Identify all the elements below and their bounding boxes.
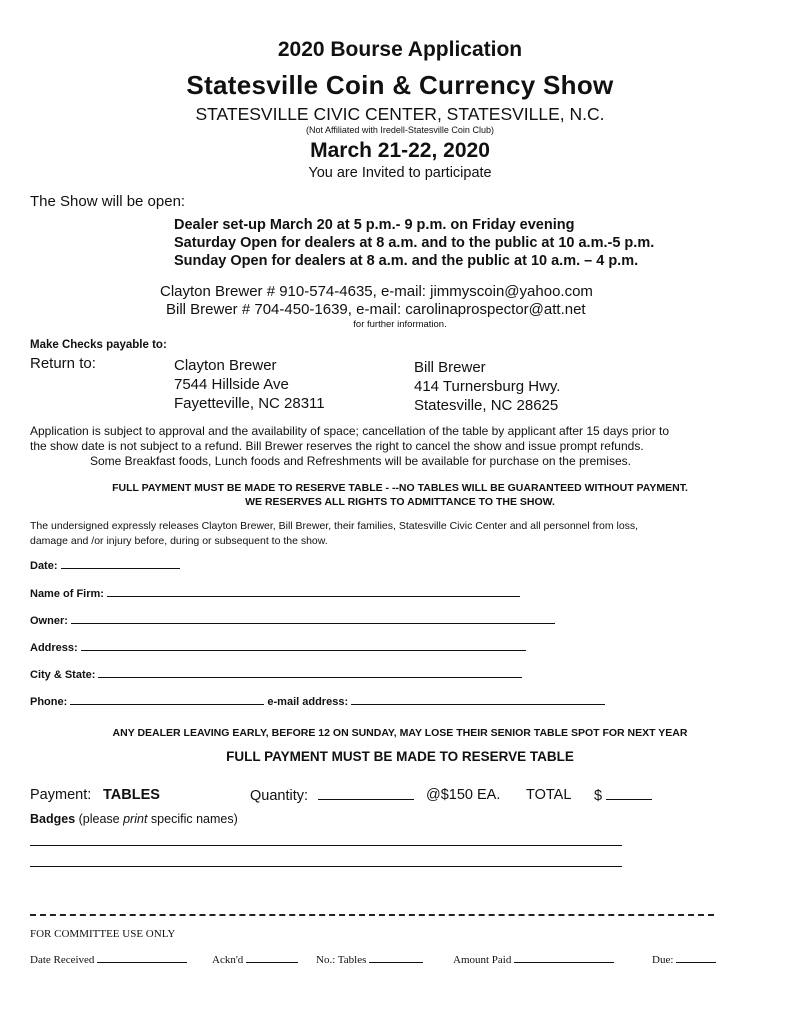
return-to-label: Return to: — [30, 355, 96, 372]
total-field[interactable] — [594, 787, 652, 804]
firm-field[interactable] — [30, 584, 520, 600]
checks-payable-heading: Make Checks payable to: — [30, 339, 167, 351]
price-each: @$150 EA. — [426, 787, 501, 803]
ackn-label: Ackn'd — [212, 954, 244, 966]
badges-italic: print — [123, 812, 148, 826]
firm-label: Name of Firm: — [30, 588, 104, 600]
tables-blank[interactable] — [369, 950, 423, 963]
address-bill — [414, 358, 560, 415]
release-line-2: damage and /or injury before, during or subsequent to the show. — [30, 535, 328, 547]
quantity-blank[interactable] — [318, 787, 414, 800]
terms-line-2: the show date is not subject to a refund. Bill Brewer reserves the right to cancel the show and issue prompt refunds. — [30, 439, 644, 453]
email-blank[interactable] — [351, 692, 605, 705]
full-payment-heading: FULL PAYMENT MUST BE MADE TO RESERVE TABLE — [226, 749, 574, 764]
quantity-label: Quantity: — [250, 788, 309, 804]
address-line: 414 Turnersburg Hwy. — [414, 378, 561, 395]
terms-line-1: Application is subject to approval and the availability of space; cancellation of the table by applicant after 15 days prior to — [30, 424, 670, 438]
terms-line-3: Some Breakfast foods, Lunch foods and Refreshments will be available for purchase on the premises. — [90, 454, 631, 468]
dollar-sign: $ — [594, 788, 603, 804]
date-received-blank[interactable] — [97, 950, 187, 963]
owner-blank[interactable] — [71, 611, 555, 624]
due-label: Due: — [652, 954, 674, 966]
contact-note: for further information. — [353, 319, 447, 330]
early-leave-warning: ANY DEALER LEAVING EARLY, BEFORE 12 ON SUNDAY, MAY LOSE THEIR SENIOR TABLE SPOT FOR NEXT YEAR — [112, 727, 688, 739]
badges-pre: (please — [75, 812, 124, 826]
address-line: Clayton Brewer — [174, 357, 277, 374]
invite-text: You are Invited to participate — [308, 165, 492, 181]
owner-label: Owner: — [30, 615, 68, 627]
committee-heading: FOR COMMITTEE USE ONLY — [30, 928, 176, 940]
ackn-blank[interactable] — [246, 950, 298, 963]
address-clayton — [174, 356, 325, 413]
due-field[interactable] — [652, 950, 716, 966]
contact-bill: Bill Brewer # 704-450-1639, e-mail: carolinaprospector@att.net — [166, 301, 586, 318]
show-dates: March 21-22, 2020 — [310, 139, 490, 162]
badges-instruction — [30, 812, 238, 826]
address-line: Statesville, NC 28625 — [414, 397, 559, 414]
payment-tables: TABLES — [103, 787, 160, 803]
due-blank[interactable] — [676, 950, 716, 963]
total-label: TOTAL — [526, 787, 572, 803]
schedule-intro: The Show will be open: — [30, 193, 186, 210]
city-state-blank[interactable] — [98, 665, 522, 678]
schedule-friday: Dealer set-up March 20 at 5 p.m.- 9 p.m. on Friday evening — [174, 217, 575, 233]
badges-bold: Badges — [30, 812, 76, 826]
address-field[interactable] — [30, 638, 526, 654]
payment-label: Payment: — [30, 787, 92, 803]
payment-notice-1: FULL PAYMENT MUST BE MADE TO RESERVE TABLE - --NO TABLES WILL BE GUARANTEED WITHOUT PAYMENT. — [112, 482, 688, 494]
badge-name-line-2[interactable] — [30, 866, 622, 867]
cut-line-divider — [30, 914, 714, 916]
amount-paid-blank[interactable] — [514, 950, 614, 963]
address-blank[interactable] — [81, 638, 526, 651]
quantity-field[interactable] — [250, 787, 414, 804]
badge-name-line-1[interactable] — [30, 845, 622, 846]
phone-label: Phone: — [30, 696, 68, 708]
owner-field[interactable] — [30, 611, 555, 627]
tables-label: No.: Tables — [316, 954, 367, 966]
badges-post: specific names) — [147, 812, 238, 826]
amount-paid-label: Amount Paid — [453, 954, 512, 966]
address-label: Address: — [30, 642, 78, 654]
date-field[interactable] — [30, 556, 180, 572]
date-blank[interactable] — [61, 556, 180, 569]
phone-field[interactable] — [30, 692, 605, 708]
firm-blank[interactable] — [107, 584, 520, 597]
release-line-1: The undersigned expressly releases Clayton Brewer, Bill Brewer, their families, Statesville Civic Center and all personnel from loss, — [30, 520, 639, 532]
address-line: Fayetteville, NC 28311 — [174, 395, 325, 412]
total-blank[interactable] — [606, 787, 652, 800]
ackn-field[interactable] — [212, 950, 298, 966]
form-title: 2020 Bourse Application — [277, 38, 523, 61]
email-label: e-mail address: — [267, 696, 349, 708]
amount-paid-field[interactable] — [453, 950, 614, 966]
phone-blank[interactable] — [70, 692, 264, 705]
date-label: Date: — [30, 560, 58, 572]
schedule-saturday: Saturday Open for dealers at 8 a.m. and to the public at 10 a.m.-5 p.m. — [174, 235, 655, 251]
disclaimer: (Not Affiliated with Iredell-Statesville Coin Club) — [306, 125, 494, 135]
payment-notice-2: WE RESERVES ALL RIGHTS TO ADMITTANCE TO THE SHOW. — [245, 496, 555, 508]
city-state-field[interactable] — [30, 665, 522, 681]
date-received-field[interactable] — [30, 950, 187, 966]
contact-clayton: Clayton Brewer # 910-574-4635, e-mail: jimmyscoin@yahoo.com — [160, 283, 593, 300]
venue: STATESVILLE CIVIC CENTER, STATESVILLE, N.C. — [195, 104, 605, 124]
tables-field[interactable] — [316, 950, 423, 966]
city-state-label: City & State: — [30, 669, 96, 681]
address-line: 7544 Hillside Ave — [174, 376, 289, 393]
address-line: Bill Brewer — [414, 359, 486, 376]
date-received-label: Date Received — [30, 954, 95, 966]
schedule-sunday: Sunday Open for dealers at 8 a.m. and the public at 10 a.m. – 4 p.m. — [174, 253, 639, 269]
show-name: Statesville Coin & Currency Show — [186, 70, 614, 100]
